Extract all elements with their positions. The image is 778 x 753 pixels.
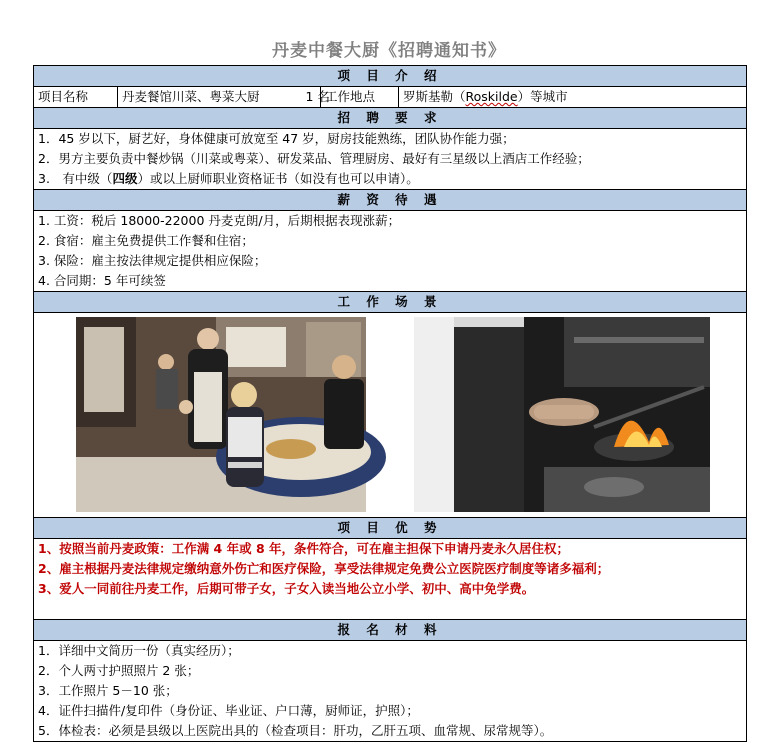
- hire-count: 1 名: [305, 89, 330, 104]
- recruitment-table: [33, 65, 747, 742]
- salary-item: 2. 食宿：雇主免费提供工作餐和住宿；: [38, 233, 254, 248]
- salary-item: 1. 工资：税后 18000-22000 丹麦克朗/月，后期根据表现涨薪；: [38, 213, 401, 228]
- material-item: 1．详细中文简历一份（真实经历）；: [38, 643, 240, 658]
- material-item: 4．证件扫描件/复印件（身份证、毕业证、户口薄，厨师证，护照）；: [38, 703, 419, 718]
- salary-item: 3. 保险：雇主按法律规定提供相应保险；: [38, 253, 267, 268]
- section-header-materials: 报 名 材 料: [34, 620, 747, 641]
- material-item: 3．工作照片 5－10 张；: [38, 683, 178, 698]
- project-info-row: [34, 87, 747, 108]
- material-item: 5．体检表：必须是县级以上医院出具的（检查项目：肝功，乙肝五项、血常规、尿常规等）。: [38, 723, 553, 738]
- project-name-value: 丹麦餐馆川菜、粤菜大厨 1 名: [118, 87, 321, 107]
- kitchen-class-photo: [76, 317, 366, 512]
- requirement-item: 1．45 岁以下，厨艺好，身体健康可放宽至 47 岁，厨房技能熟练，团队协作能力强；: [38, 131, 515, 146]
- section-header-intro: 项 目 介 绍: [34, 66, 747, 87]
- requirement-item: 3. 有中级（四级）或以上厨师职业资格证书（如没有也可以申请）。: [38, 171, 419, 186]
- material-item: 2．个人两寸护照照片 2 张；: [38, 663, 200, 678]
- section-header-advantages: 项 目 优 势: [34, 518, 747, 539]
- section-header-workplace: 工 作 场 景: [34, 292, 747, 313]
- requirements-list: [34, 129, 747, 190]
- advantage-item: 1、按照当前丹麦政策：工作满 4 年或 8 年，条件符合，可在雇主担保下申请丹麦永久居住权；: [38, 541, 570, 556]
- section-header-requirements: 招 聘 要 求: [34, 108, 747, 129]
- materials-list: [34, 641, 747, 742]
- section-header-salary: 薪 资 待 遇: [34, 190, 747, 211]
- workplace-photos: [34, 313, 747, 518]
- salary-item: 4. 合同期：5 年可续签: [38, 273, 166, 288]
- advantage-item: 2、雇主根据丹麦法律规定缴纳意外伤亡和医疗保险，享受法律规定免费公立医院医疗制度等诸多福利；: [38, 561, 610, 576]
- location-label: 工作地点: [321, 87, 399, 107]
- advantages-list: [34, 539, 747, 620]
- project-name-label: 项目名称: [34, 87, 118, 107]
- salary-list: [34, 211, 747, 292]
- location-value: 罗斯基勒（Roskilde）等城市: [403, 89, 568, 104]
- advantage-item: 3、爱人一同前往丹麦工作，后期可带子女，子女入读当地公立小学、初中、高中免学费。: [38, 581, 535, 596]
- wok-cooking-photo: [414, 317, 710, 512]
- document-title: 丹麦中餐大厨《招聘通知书》: [272, 41, 506, 61]
- requirement-item: 2．男方主要负责中餐炒锅（川菜或粤菜）、研发菜品、管理厨房、最好有三星级以上酒店工作经验；: [38, 151, 590, 166]
